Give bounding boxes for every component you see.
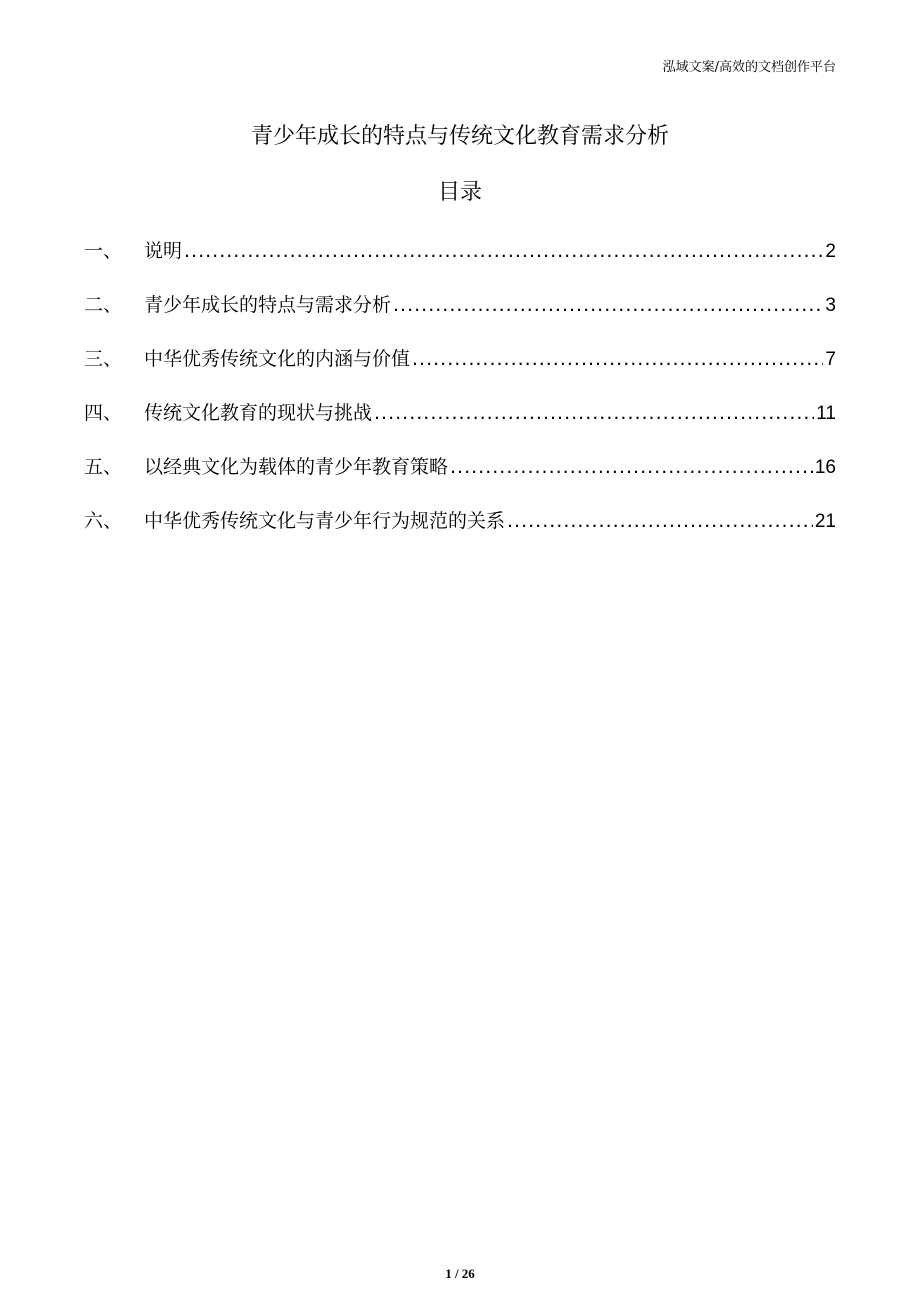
- toc-entry-title: 青少年成长的特点与需求分析: [144, 294, 392, 316]
- toc-entry-title: 中华优秀传统文化与青少年行为规范的关系: [144, 510, 506, 532]
- toc-entry-page: 7: [825, 349, 836, 370]
- toc-entry-4[interactable]: [84, 398, 836, 452]
- toc-leader-dots: [184, 236, 823, 266]
- toc-entry-1[interactable]: [84, 236, 836, 290]
- toc-entry-number: 六、: [84, 510, 123, 532]
- toc-leader-dots: [507, 506, 813, 536]
- toc-entry-number: 四、: [84, 402, 123, 424]
- document-title: 青少年成长的特点与传统文化教育需求分析: [250, 124, 669, 149]
- toc-entry-number: 一、: [84, 240, 123, 262]
- toc-entry-number: 五、: [84, 456, 123, 478]
- toc-entry-title: 中华优秀传统文化的内涵与价值: [144, 348, 411, 370]
- header-platform-text: 泓域文案/高效的文档创作平台: [662, 60, 836, 75]
- toc-leader-dots: [393, 290, 823, 320]
- toc-entry-page: 21: [814, 511, 836, 532]
- toc-entry-page: 3: [825, 295, 836, 316]
- toc-entry-2[interactable]: [84, 290, 836, 344]
- toc-entry-title: 说明: [144, 240, 183, 262]
- toc-leader-dots: [450, 452, 813, 482]
- toc-entry-page: 11: [816, 403, 836, 424]
- toc-entry-5[interactable]: [84, 452, 836, 506]
- toc-entry-page: 16: [814, 457, 836, 478]
- toc-entry-3[interactable]: [84, 344, 836, 398]
- toc-entry-title: 传统文化教育的现状与挑战: [144, 402, 373, 424]
- toc-entry-number: 二、: [84, 294, 123, 316]
- toc-entry-page: 2: [825, 241, 836, 262]
- toc-entry-number: 三、: [84, 348, 123, 370]
- page-number-indicator: 1 / 26: [445, 1266, 475, 1281]
- table-of-contents: [84, 236, 836, 560]
- toc-leader-dots: [412, 344, 823, 374]
- toc-entry-6[interactable]: [84, 506, 836, 560]
- toc-entry-title: 以经典文化为载体的青少年教育策略: [144, 456, 449, 478]
- toc-heading: 目录: [437, 180, 482, 205]
- toc-leader-dots: [374, 398, 814, 428]
